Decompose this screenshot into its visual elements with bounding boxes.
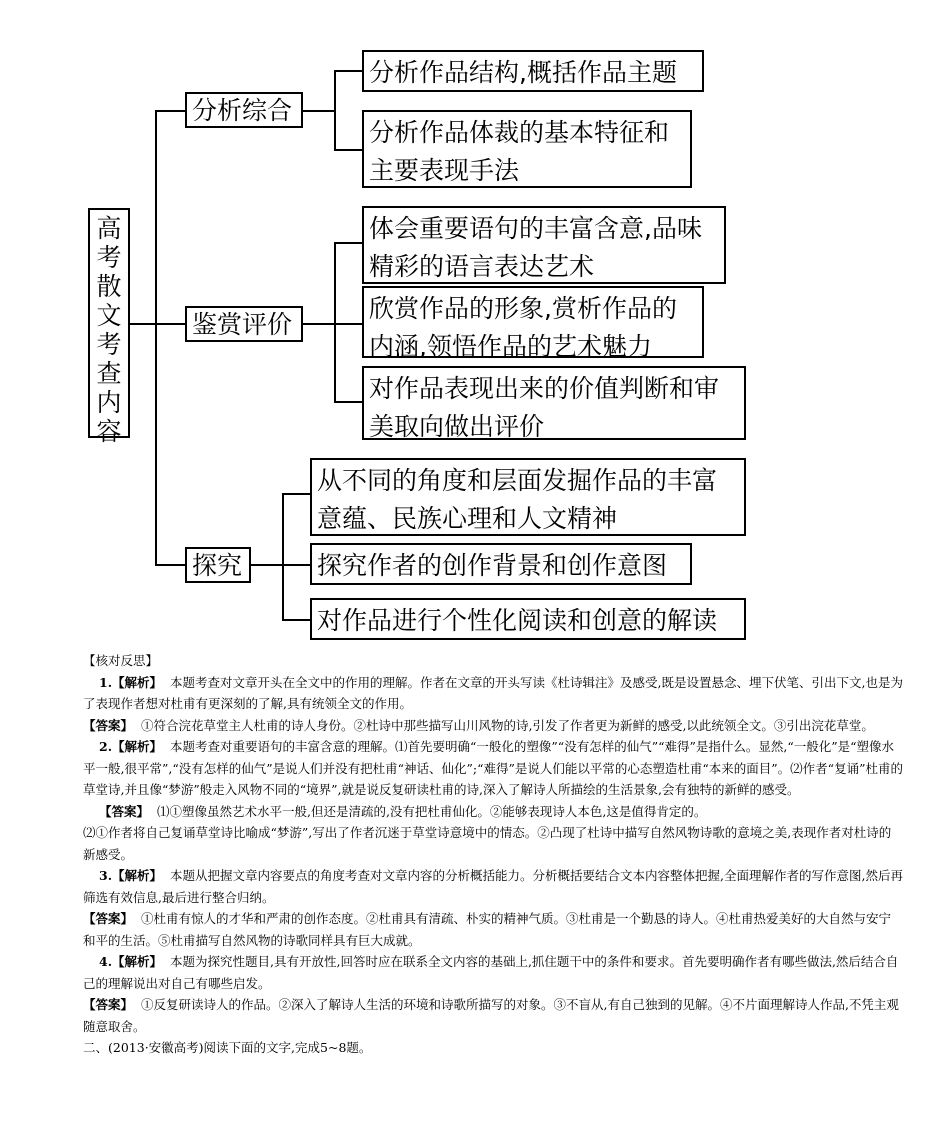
paragraph (83, 715, 903, 737)
paragraph-text: ①符合浣花草堂主人杜甫的诗人身份。②杜诗中那些描写山川风物的诗,引发了作者更为新鲜的感受,以此统领全文。③引出浣花草堂。 (140, 717, 874, 733)
leaf-text: 对作品进行个性化阅读和创意的解读 (317, 606, 718, 635)
paragraph-head: 【答案】 (83, 717, 134, 733)
paragraph-text: 二、(2013·安徽高考)阅读下面的文字,完成5~8题。 (83, 1040, 372, 1055)
paragraph-text: 本题为探究性题目,具有开放性,回答时应在联系全文内容的基础上,抓住题干中的条件和要求。首先要明确作者有哪些做法,然后结合自己的理解说出对自己有哪些启发。 (83, 954, 899, 991)
branch-label: 鉴赏评价 (192, 310, 293, 339)
paragraph (83, 994, 903, 1037)
connector (303, 323, 335, 325)
connector (334, 323, 362, 325)
paragraph-head: 【答案】 (99, 803, 150, 819)
paragraph-text: 本题考查对重要语句的丰富含意的理解。⑴首先要明确“一般化的塑像”“没有怎样的仙气”“难得”是指什么。显然,“一般化”是“塑像水平一般,很平常”,“没有怎样的仙气”是说人们并没有把杜甫“神话、仙化”;“难得”是说人们能以平常的心态塑造杜甫“本来的面目”。⑵作者“复诵”杜甫的草堂诗,并且像“梦游”般走入风物不同的“境界”,就是说反复研读杜甫的诗,深入了解诗人所描绘的生活景象,会有独特的新鲜的感受。 (83, 739, 903, 797)
root-label: 高考散文考查内容 (96, 214, 122, 446)
paragraph (83, 865, 903, 908)
connector (282, 619, 310, 621)
paragraph (83, 951, 903, 994)
paragraph (83, 736, 903, 801)
connector (334, 242, 362, 244)
leaf-text: 体会重要语句的丰富含意,品味精彩的语言表达艺术 (369, 214, 702, 281)
leaf-box (310, 598, 746, 640)
paragraph (83, 908, 903, 951)
branch-box-appreciation (185, 306, 303, 342)
paragraph-head: 【答案】 (83, 997, 134, 1012)
branch-box-inquiry (185, 547, 251, 583)
paragraph-head: 【答案】 (83, 911, 134, 926)
leaf-box (362, 206, 726, 284)
paragraph (83, 1037, 903, 1059)
connector (303, 110, 335, 112)
paragraph-text: ①反复研读诗人的作品。②深入了解诗人生活的环境和诗歌所描写的对象。③不盲从,有自己独到的见解。④不片面理解诗人作品,不凭主观随意取舍。 (83, 997, 899, 1034)
leaf-text: 探究作者的创作背景和创作意图 (317, 551, 668, 580)
leaf-box (362, 110, 692, 188)
connector (282, 493, 284, 620)
connector (334, 149, 362, 151)
connector (155, 110, 157, 565)
paragraph-text: 本题考查对文章开头在全文中的作用的理解。作者在文章的开头写读《杜诗辑注》及感受,既是设置悬念、埋下伏笔、引出下文,也是为了表现作者想对杜甫有更深刻的了解,具有统领全文的作用。 (83, 674, 903, 711)
connector (155, 323, 185, 325)
leaf-text: 从不同的角度和层面发掘作品的丰富意蕴、民族心理和人文精神 (317, 466, 718, 533)
section-title (83, 650, 903, 672)
connector (334, 401, 362, 403)
leaf-box (362, 366, 746, 440)
branch-label: 探究 (192, 551, 243, 580)
paragraph (83, 822, 903, 865)
branch-label: 分析综合 (192, 96, 293, 125)
paragraph (83, 801, 903, 823)
connector (334, 70, 362, 72)
leaf-text: 分析作品体裁的基本特征和主要表现手法 (369, 118, 670, 185)
paragraph-head: 3.【解析】 (99, 868, 163, 883)
leaf-box (310, 543, 692, 585)
leaf-box (362, 50, 704, 92)
paragraph-text: ①杜甫有惊人的才华和严肃的创作态度。②杜甫具有清疏、朴实的精神气质。③杜甫是一个勤恳的诗人。④杜甫热爱美好的大自然与安宁和平的生活。⑤杜甫描写自然风物的诗歌同样具有巨大成就。 (83, 911, 891, 948)
paragraph-text: ⑴①塑像虽然艺术水平一般,但还是清疏的,没有把杜甫仙化。②能够表现诗人本色,这是值得肯定的。 (156, 803, 707, 819)
leaf-text: 分析作品结构,概括作品主题 (369, 58, 677, 87)
connector (155, 564, 185, 566)
connector (282, 493, 310, 495)
section-title-text: 【核对反思】 (83, 653, 159, 668)
answer-text (83, 650, 903, 1059)
branch-box-analysis (185, 92, 303, 128)
connector (334, 70, 336, 150)
connector (251, 564, 311, 566)
paragraph-head: 4.【解析】 (99, 954, 163, 969)
connector (155, 110, 185, 112)
paragraph-head: 2.【解析】 (99, 739, 163, 754)
root-box (88, 208, 130, 446)
leaf-box (362, 286, 704, 361)
paragraph (83, 672, 903, 715)
paragraph-text: ⑵①作者将自己复诵草堂诗比喻成“梦游”,写出了作者沉迷于草堂诗意境中的情态。②凸现了杜诗中描写自然风物诗歌的意境之美,表现作者对杜诗的新感受。 (83, 825, 892, 862)
connector (334, 242, 336, 402)
paragraph-text: 本题从把握文章内容要点的角度考查对文章内容的分析概括能力。分析概括要结合文本内容整体把握,全面理解作者的写作意图,然后再筛选有效信息,最后进行整合归纳。 (83, 868, 903, 905)
leaf-box (310, 458, 746, 536)
leaf-text: 对作品表现出来的价值判断和审美取向做出评价 (369, 374, 720, 441)
paragraph-head: 1.【解析】 (99, 674, 163, 690)
connector (130, 323, 156, 325)
leaf-text: 欣赏作品的形象,赏析作品的内涵,领悟作品的艺术魅力 (369, 294, 677, 361)
